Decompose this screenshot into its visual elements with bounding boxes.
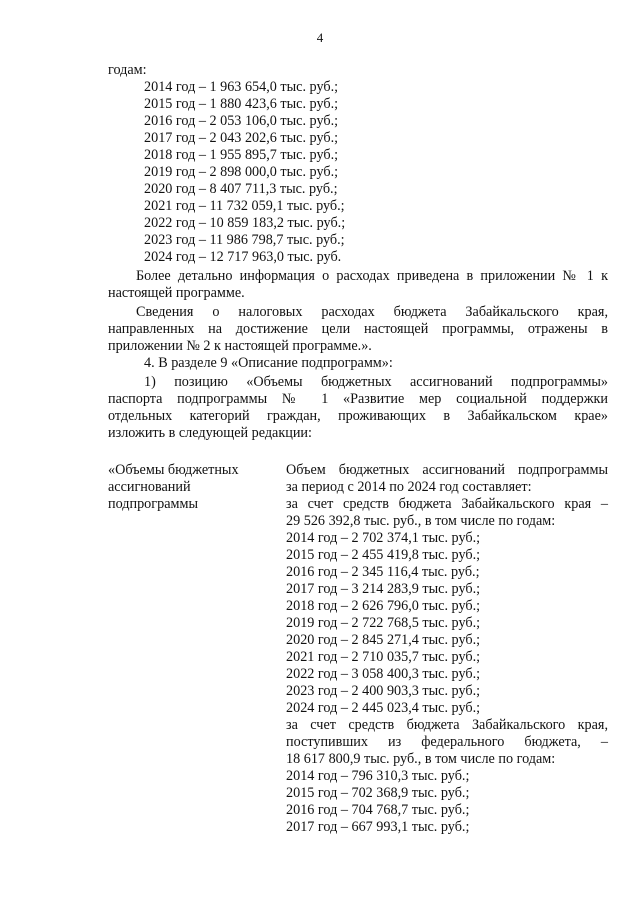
table-right-line: 2014 год – 2 702 374,1 тыс. руб.;	[286, 530, 481, 546]
table-right-line: 2024 год – 2 445 023,4 тыс. руб.;	[286, 700, 481, 716]
paragraph-line: настоящей программе.	[108, 285, 245, 301]
list-item: 2020 год – 8 407 711,3 тыс. руб.;	[144, 181, 338, 197]
table-right-line: 2018 год – 2 626 796,0 тыс. руб.;	[286, 598, 481, 614]
paragraph-line: отдельных категорий граждан, проживающих в Забайкальском крае»	[108, 408, 608, 424]
table-right-line: поступивших из федерального бюджета, –	[286, 734, 608, 750]
list-item: 2015 год – 1 880 423,6 тыс. руб.;	[144, 96, 339, 112]
table-right-line: за счет средств бюджета Забайкальского края,	[286, 717, 608, 733]
list-item: 2019 год – 2 898 000,0 тыс. руб.;	[144, 164, 339, 180]
page-number: 4	[316, 30, 324, 45]
list-item: 2023 год – 11 986 798,7 тыс. руб.;	[144, 232, 345, 248]
list-item: 2017 год – 2 043 202,6 тыс. руб.;	[144, 130, 339, 146]
table-right-line: 2020 год – 2 845 271,4 тыс. руб.;	[286, 632, 481, 648]
paragraph-line: направленных на достижение цели настоящей программы, отражены в	[108, 321, 608, 337]
table-left-cell: ассигнований	[108, 479, 191, 495]
table-right-line: 2017 год – 3 214 283,9 тыс. руб.;	[286, 581, 481, 597]
table-right-line: 29 526 392,8 тыс. руб., в том числе по годам:	[286, 513, 556, 529]
table-right-line: 2017 год – 667 993,1 тыс. руб.;	[286, 819, 470, 835]
paragraph-line: приложении № 2 к настоящей программе.».	[108, 338, 372, 354]
table-right-line: 2022 год – 3 058 400,3 тыс. руб.;	[286, 666, 481, 682]
table-left-cell: подпрограммы	[108, 496, 198, 512]
table-right-line: за счет средств бюджета Забайкальского края –	[286, 496, 608, 512]
paragraph-line: Более детально информация о расходах приведена в приложении № 1 к	[136, 268, 608, 284]
table-right-line: 2016 год – 2 345 116,4 тыс. руб.;	[286, 564, 480, 580]
table-right-line: Объем бюджетных ассигнований подпрограммы	[286, 462, 608, 478]
paragraph-line: паспорта подпрограммы № 1 «Развитие мер социальной поддержки	[108, 391, 608, 407]
section-heading: 4. В разделе 9 «Описание подпрограмм»:	[144, 355, 393, 371]
table-right-line: за период с 2014 по 2024 год составляет:	[286, 479, 532, 495]
list-item: 2022 год – 10 859 183,2 тыс. руб.;	[144, 215, 346, 231]
table-right-line: 2014 год – 796 310,3 тыс. руб.;	[286, 768, 470, 784]
table-right-line: 2015 год – 2 455 419,8 тыс. руб.;	[286, 547, 481, 563]
table-right-line: 2016 год – 704 768,7 тыс. руб.;	[286, 802, 470, 818]
list-item: 2021 год – 11 732 059,1 тыс. руб.;	[144, 198, 345, 214]
list-item: 2014 год – 1 963 654,0 тыс. руб.;	[144, 79, 339, 95]
continued-text: годам:	[108, 62, 147, 78]
table-left-cell: «Объемы бюджетных	[108, 462, 239, 478]
paragraph-line: 1) позицию «Объемы бюджетных ассигнований подпрограммы»	[144, 374, 608, 390]
paragraph-line: Сведения о налоговых расходах бюджета Забайкальского края,	[136, 304, 608, 320]
list-item: 2024 год – 12 717 963,0 тыс. руб.	[144, 249, 342, 265]
list-item: 2016 год – 2 053 106,0 тыс. руб.;	[144, 113, 339, 129]
table-right-line: 18 617 800,9 тыс. руб., в том числе по годам:	[286, 751, 556, 767]
paragraph-line: изложить в следующей редакции:	[108, 425, 312, 441]
list-item: 2018 год – 1 955 895,7 тыс. руб.;	[144, 147, 339, 163]
table-right-line: 2015 год – 702 368,9 тыс. руб.;	[286, 785, 470, 801]
table-right-line: 2019 год – 2 722 768,5 тыс. руб.;	[286, 615, 481, 631]
table-right-line: 2021 год – 2 710 035,7 тыс. руб.;	[286, 649, 481, 665]
table-right-line: 2023 год – 2 400 903,3 тыс. руб.;	[286, 683, 481, 699]
